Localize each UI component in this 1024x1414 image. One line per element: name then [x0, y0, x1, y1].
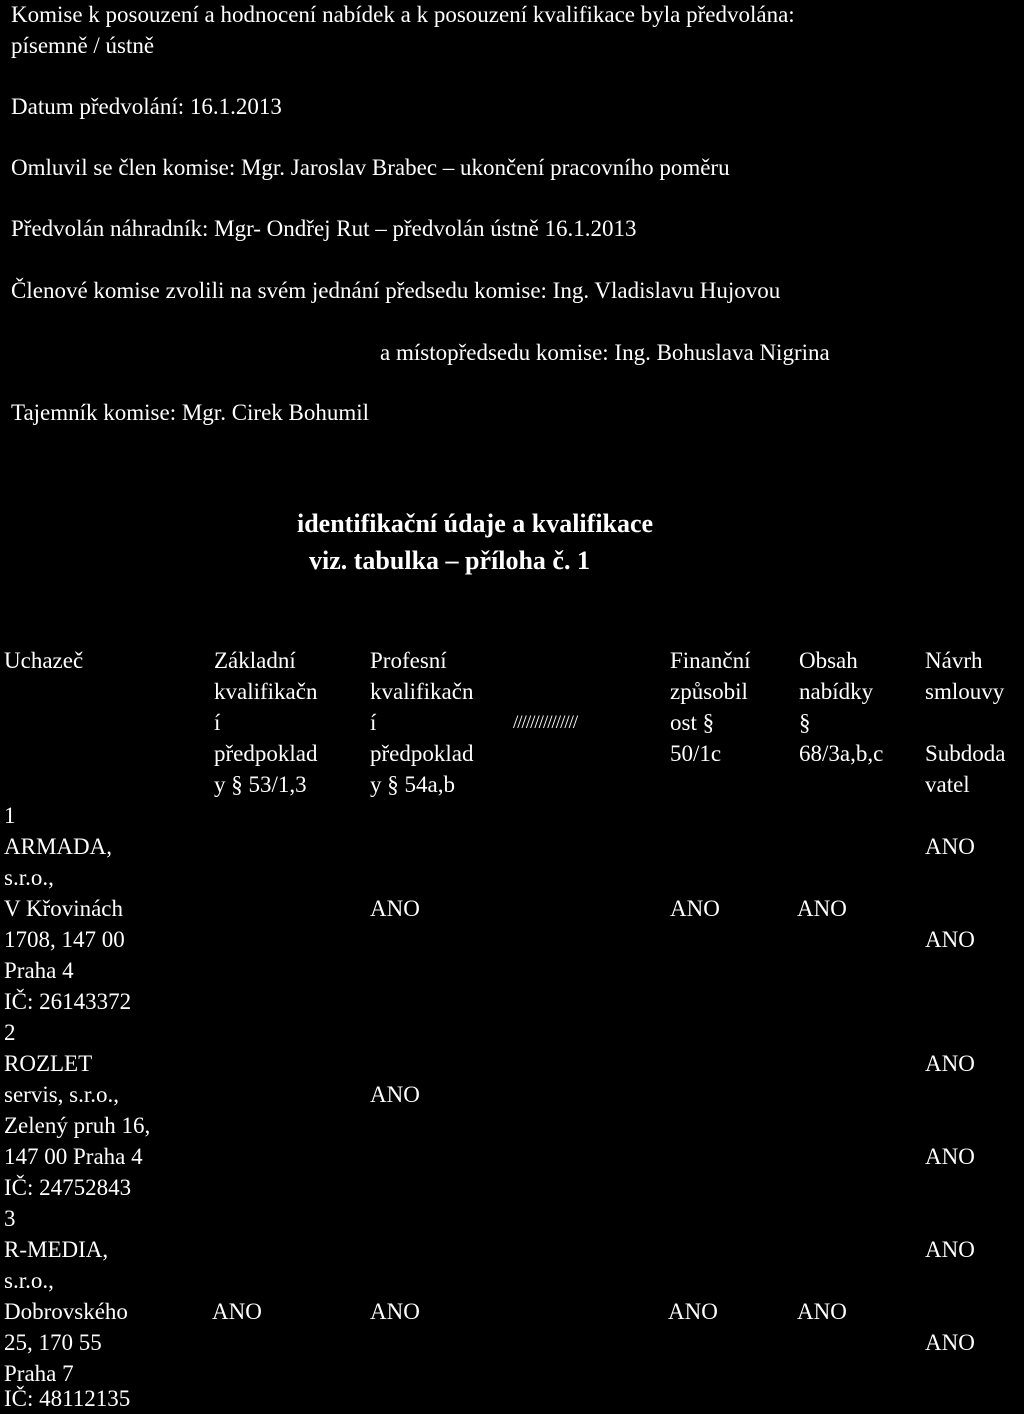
header-content-line: §: [799, 710, 811, 735]
professional-value: ANO: [370, 896, 420, 921]
header-blank: ///////////////: [513, 712, 578, 733]
bidder-line: servis, s.r.o.,: [4, 1082, 119, 1107]
header-basic-line: í: [214, 710, 221, 735]
bidder-line: s.r.o.,: [4, 865, 54, 890]
header-content-line: nabídky: [799, 679, 874, 704]
contract-value: ANO: [925, 1051, 975, 1076]
bidder-line: Praha 4: [4, 958, 74, 983]
header-basic-line: předpoklad: [214, 741, 318, 766]
header-financial-line: ost §: [670, 710, 715, 735]
header-professional-line: předpoklad: [370, 741, 474, 766]
content-value: ANO: [797, 1299, 847, 1324]
bidder-line: 147 00 Praha 4: [4, 1144, 143, 1169]
header-basic-line: y § 53/1,3: [214, 772, 307, 797]
contract-value: ANO: [925, 1237, 975, 1262]
header-financial-line: způsobil: [670, 679, 748, 704]
professional-value: ANO: [370, 1299, 420, 1324]
header-financial-line: 50/1c: [670, 741, 722, 766]
bidder-line: ROZLET: [4, 1051, 93, 1076]
vice-chair-elected: a místopředsedu komise: Ing. Bohuslava Nigrina: [380, 340, 830, 365]
subcontractor-value: ANO: [925, 1330, 975, 1355]
section-subtitle: viz. tabulka – příloha č. 1: [309, 546, 590, 575]
professional-value: ANO: [370, 1082, 420, 1107]
chair-elected: Členové komise zvolili na svém jednání předsedu komise: Ing. Vladislavu Hujovou: [11, 278, 781, 303]
intro-line-1: Komise k posouzení a hodnocení nabídek a k posouzení kvalifikace byla předvolána:: [11, 2, 795, 27]
bidder-line: IČ: 48112135: [4, 1386, 131, 1411]
intro-line-2: písemně / ústně: [11, 33, 155, 58]
header-professional-line: í: [370, 710, 377, 735]
contract-value: ANO: [925, 834, 975, 859]
header-basic-line: kvalifikačn: [214, 679, 318, 704]
subcontractor-value: ANO: [925, 927, 975, 952]
header-basic-line: Základní: [214, 648, 296, 673]
secretary: Tajemník komise: Mgr. Cirek Bohumil: [11, 400, 370, 425]
content-value: ANO: [797, 896, 847, 921]
bidder-line: ARMADA,: [4, 834, 112, 859]
header-contract-line: smlouvy: [925, 679, 1005, 704]
summons-date: Datum předvolání: 16.1.2013: [11, 94, 282, 119]
section-title: identifikační údaje a kvalifikace: [297, 509, 654, 538]
excused-member: Omluvil se člen komise: Mgr. Jaroslav Brabec – ukončení pracovního poměru: [11, 155, 730, 180]
bidder-line: 3: [4, 1206, 16, 1231]
financial-value: ANO: [668, 1299, 718, 1324]
substitute-member: Předvolán náhradník: Mgr- Ondřej Rut – předvolán ústně 16.1.2013: [11, 216, 637, 241]
bidder-line: 2: [4, 1020, 16, 1045]
financial-value: ANO: [670, 896, 720, 921]
bidder-line: 1: [4, 803, 16, 828]
header-bidder: Uchazeč: [4, 648, 84, 673]
header-professional-line: Profesní: [370, 648, 447, 673]
header-contract-line: Subdoda: [925, 741, 1006, 766]
bidder-line: Zelený pruh 16,: [4, 1113, 151, 1138]
header-content-line: Obsah: [799, 648, 858, 673]
bidder-line: Dobrovského: [4, 1299, 128, 1324]
bidder-line: IČ: 26143372: [4, 989, 132, 1014]
header-professional-line: y § 54a,b: [370, 772, 455, 797]
bidder-line: 25, 170 55: [4, 1330, 102, 1355]
header-content-line: 68/3a,b,c: [799, 741, 884, 766]
bidder-line: 1708, 147 00: [4, 927, 125, 952]
header-professional-line: kvalifikačn: [370, 679, 474, 704]
basic-value: ANO: [212, 1299, 262, 1324]
header-contract-line: Návrh: [925, 648, 983, 673]
header-financial-line: Finanční: [670, 648, 751, 673]
bidder-line: R-MEDIA,: [4, 1237, 109, 1262]
header-contract-line: vatel: [925, 772, 970, 797]
bidder-line: IČ: 24752843: [4, 1175, 132, 1200]
bidder-line: s.r.o.,: [4, 1268, 54, 1293]
bidder-line: V Křovinách: [4, 896, 124, 921]
subcontractor-value: ANO: [925, 1144, 975, 1169]
bidder-line: Praha 7: [4, 1361, 74, 1386]
